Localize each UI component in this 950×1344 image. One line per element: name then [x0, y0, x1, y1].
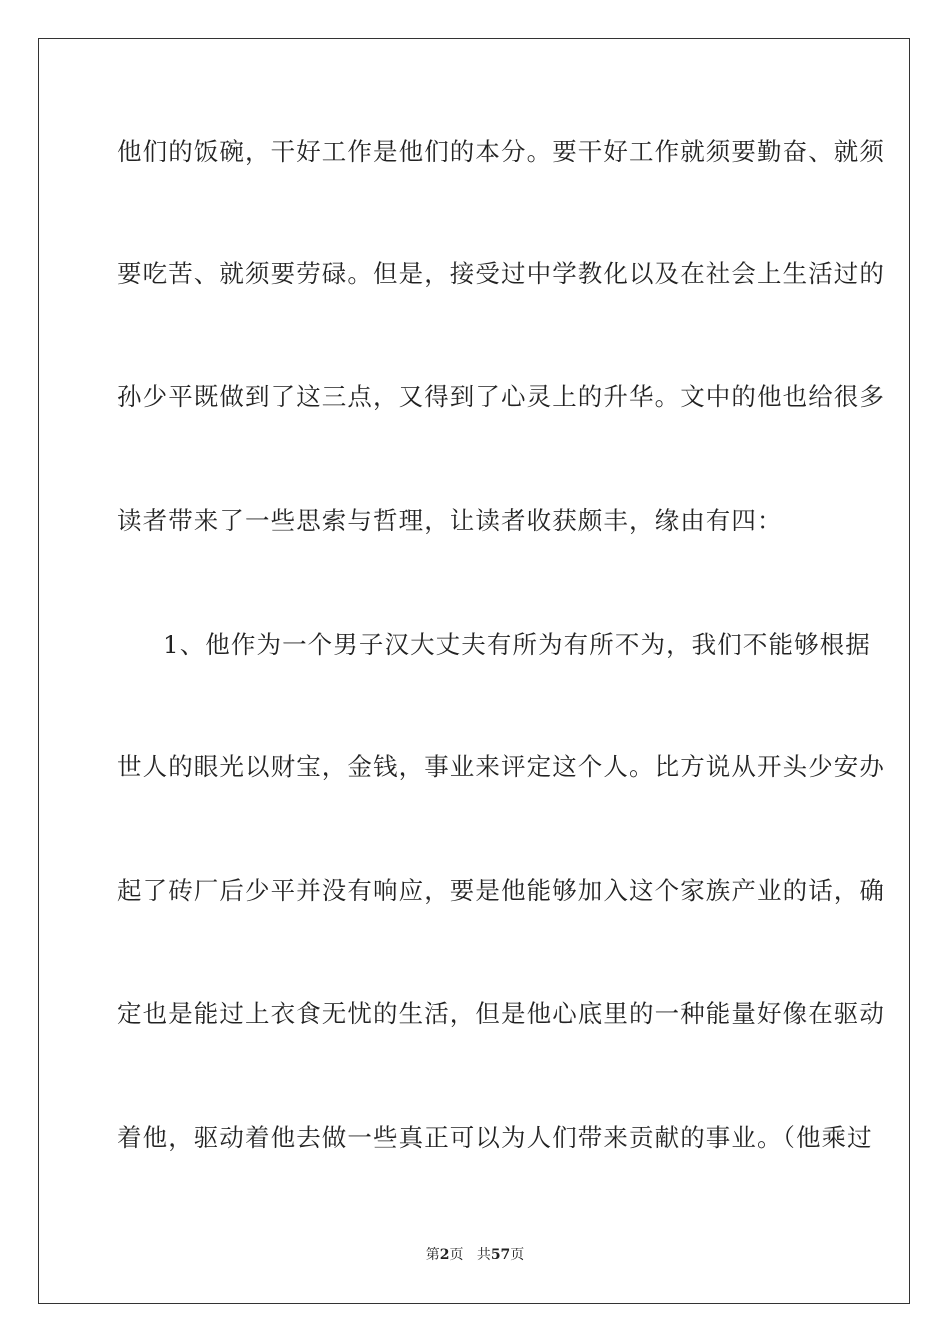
page-number: 2 [439, 1247, 450, 1263]
body-line-4: 读者带来了一些思索与哲理，让读者收获颇丰，缘由有四： [117, 506, 783, 535]
body-line-9: 着他，驱动着他去做一些真正可以为人们带来贡献的事业。（他乘过 [117, 1123, 873, 1152]
body-line-5: 1、他作为一个男子汉大丈夫有所为有所不为，我们不能够根据 [163, 630, 871, 659]
total-suffix: 页 [510, 1247, 525, 1263]
body-line-6: 世人的眼光以财宝，金钱，事业来评定这个人。比方说从开头少安办 [117, 752, 885, 781]
body-line-1: 他们的饭碗，干好工作是他们的本分。要干好工作就须要勤奋、就须 [117, 137, 885, 166]
body-line-7: 起了砖厂后少平并没有响应，要是他能够加入这个家族产业的话，确 [117, 876, 885, 905]
page-footer [0, 1246, 950, 1264]
total-pages: 57 [490, 1247, 511, 1263]
total-prefix: 共 [476, 1247, 491, 1263]
page-prefix: 第 [425, 1247, 440, 1263]
body-line-3: 孙少平既做到了这三点，又得到了心灵上的升华。文中的他也给很多 [117, 382, 885, 411]
body-line-2: 要吃苦、就须要劳碌。但是，接受过中学教化以及在社会上生活过的 [117, 259, 885, 288]
page-suffix: 页 [449, 1247, 464, 1263]
page-border [38, 38, 910, 1304]
body-line-8: 定也是能过上衣食无忧的生活，但是他心底里的一种能量好像在驱动 [117, 999, 885, 1028]
